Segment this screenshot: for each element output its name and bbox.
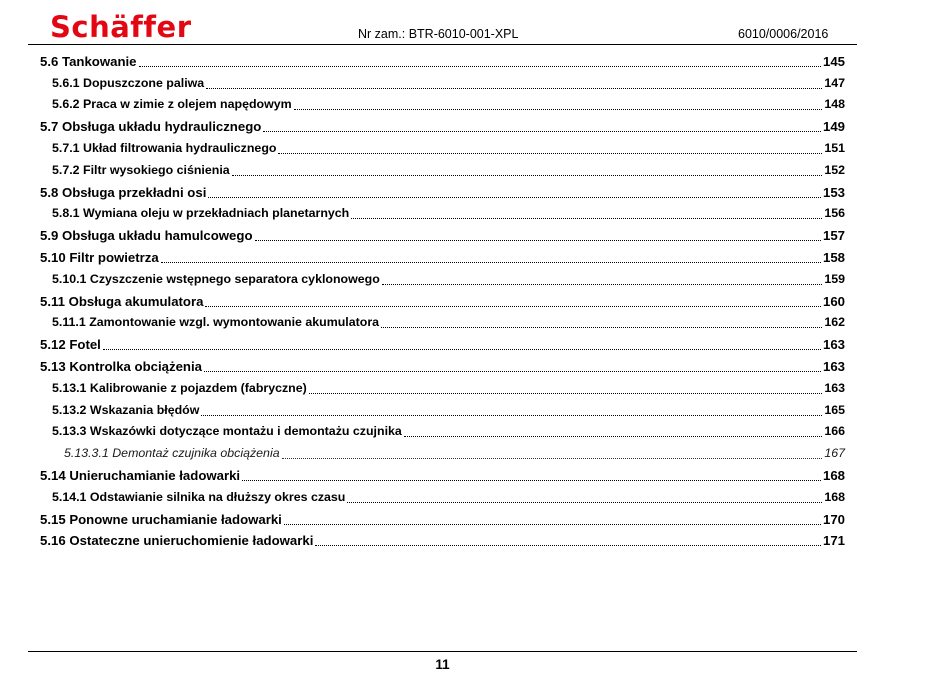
toc-leader-dots	[201, 415, 822, 416]
toc-entry-page: 170	[822, 511, 845, 527]
toc-leader-dots	[278, 153, 822, 154]
toc-leader-dots	[347, 502, 822, 503]
toc-leader-dots	[242, 480, 821, 481]
toc-entry-page: 151	[824, 140, 845, 155]
toc-entry[interactable]	[52, 486, 845, 508]
toc-entry-page: 156	[824, 206, 845, 221]
toc-leader-dots	[205, 306, 821, 307]
toc-leader-dots	[351, 218, 822, 219]
toc-entry-title: 5.10.1 Czyszczenie wstępnego separatora cyklonowego	[52, 271, 380, 286]
toc-entry-title: 5.13 Kontrolka obciążenia	[40, 358, 202, 374]
toc-entry-title: 5.14 Unieruchamianie ładowarki	[40, 467, 241, 483]
toc-entry-page: 162	[824, 315, 845, 330]
toc-entry-page: 152	[824, 162, 845, 177]
toc-leader-dots	[263, 131, 821, 132]
toc-entry[interactable]	[40, 464, 845, 486]
toc-entry[interactable]	[52, 203, 845, 225]
toc-leader-dots	[381, 327, 822, 328]
toc-entry-title: 5.13.3 Wskazówki dotyczące montażu i demontażu czujnika	[52, 424, 402, 439]
toc-entry-title: 5.14.1 Odstawianie silnika na dłuższy okres czasu	[52, 489, 346, 504]
toc-entry[interactable]	[40, 355, 845, 377]
toc-leader-dots	[282, 458, 823, 459]
toc-entry-title: 5.7 Obsługa układu hydraulicznego	[40, 119, 262, 135]
toc-entry-page: 158	[822, 249, 845, 265]
toc-entry-page: 147	[824, 75, 845, 90]
header-divider	[28, 44, 857, 45]
toc-entry-page: 145	[822, 53, 845, 69]
toc-leader-dots	[284, 524, 821, 525]
toc-leader-dots	[161, 262, 821, 263]
toc-entry[interactable]	[40, 115, 845, 137]
toc-entry-title: 5.7.1 Układ filtrowania hydraulicznego	[52, 140, 277, 155]
toc-leader-dots	[309, 393, 823, 394]
toc-entry-title: 5.6.1 Dopuszczone paliwa	[52, 75, 205, 90]
toc-entry-page: 168	[822, 467, 845, 483]
toc-entry-page: 157	[822, 228, 845, 244]
toc-leader-dots	[294, 109, 823, 110]
toc-leader-dots	[382, 284, 823, 285]
toc-entry-page: 171	[822, 533, 845, 549]
toc-entry-title: 5.11.1 Zamontowanie wzgl. wymontowanie akumulatora	[52, 315, 380, 330]
schaffer-logo: Schäffer	[50, 10, 192, 44]
toc-entry[interactable]	[52, 72, 845, 94]
toc-entry-title: 5.6.2 Praca w zimie z olejem napędowym	[52, 97, 292, 112]
toc-leader-dots	[208, 197, 821, 198]
order-number: Nr zam.: BTR-6010-001-XPL	[358, 27, 519, 41]
toc-entry-page: 167	[824, 446, 845, 461]
toc-entry-title: 5.10 Filtr powietrza	[40, 249, 159, 265]
toc-entry-title: 5.9 Obsługa układu hamulcowego	[40, 228, 253, 244]
toc-entry-page: 148	[824, 97, 845, 112]
toc-entry-page: 160	[822, 293, 845, 309]
toc-entry-page: 165	[824, 402, 845, 417]
toc-leader-dots	[255, 240, 821, 241]
toc-entry-page: 168	[824, 489, 845, 504]
toc-entry-title: 5.13.2 Wskazania błędów	[52, 402, 200, 417]
toc-entry-title: 5.12 Fotel	[40, 337, 101, 353]
toc-entry[interactable]	[40, 181, 845, 203]
toc-entry-title: 5.13.1 Kalibrowanie z pojazdem (fabryczne)	[52, 380, 307, 395]
toc-entry-title: 5.16 Ostateczne unieruchomienie ładowarki	[40, 533, 314, 549]
toc-entry[interactable]	[52, 399, 845, 421]
document-code: 6010/0006/2016	[738, 27, 829, 41]
toc-entry-page: 153	[822, 184, 845, 200]
toc-entry-page: 163	[822, 337, 845, 353]
toc-entry-title: 5.13.3.1 Demontaż czujnika obciążenia	[64, 446, 280, 461]
toc-entry[interactable]	[52, 268, 845, 290]
toc-entry-page: 163	[822, 358, 845, 374]
toc-entry-title: 5.11 Obsługa akumulatora	[40, 293, 204, 309]
toc-leader-dots	[232, 175, 823, 176]
toc-leader-dots	[206, 88, 822, 89]
toc-leader-dots	[204, 371, 821, 372]
toc-leader-dots	[103, 349, 821, 350]
toc-entry[interactable]	[52, 137, 845, 159]
toc-leader-dots	[315, 545, 821, 546]
toc-entry[interactable]	[52, 377, 845, 399]
toc-entry[interactable]	[52, 159, 845, 181]
toc-entry[interactable]	[40, 508, 845, 530]
toc-entry[interactable]	[40, 530, 845, 552]
toc-entry-title: 5.8 Obsługa przekładni osi	[40, 184, 207, 200]
toc-entry-title: 5.7.2 Filtr wysokiego ciśnienia	[52, 162, 230, 177]
toc-leader-dots	[404, 436, 823, 437]
page-number: 11	[435, 657, 450, 672]
toc-entry[interactable]	[40, 290, 845, 312]
toc-entry-title: 5.8.1 Wymiana oleju w przekładniach planetarnych	[52, 206, 350, 221]
toc-entry-page: 166	[824, 424, 845, 439]
toc-entry-page: 149	[822, 119, 845, 135]
footer-divider	[28, 651, 857, 652]
toc-entry[interactable]	[52, 312, 845, 334]
toc-entry-title: 5.15 Ponowne uruchamianie ładowarki	[40, 511, 282, 527]
toc-entry-page: 163	[824, 380, 845, 395]
toc-entry[interactable]	[40, 246, 845, 268]
toc-leader-dots	[139, 66, 821, 67]
toc-entry-page: 159	[824, 271, 845, 286]
toc-entry-title: 5.6 Tankowanie	[40, 53, 137, 69]
toc-entry[interactable]	[40, 50, 845, 72]
toc-entry[interactable]	[40, 224, 845, 246]
toc-entry[interactable]	[64, 442, 845, 464]
toc-entry[interactable]	[40, 333, 845, 355]
toc-entry[interactable]	[52, 421, 845, 443]
toc-entry[interactable]	[52, 94, 845, 116]
